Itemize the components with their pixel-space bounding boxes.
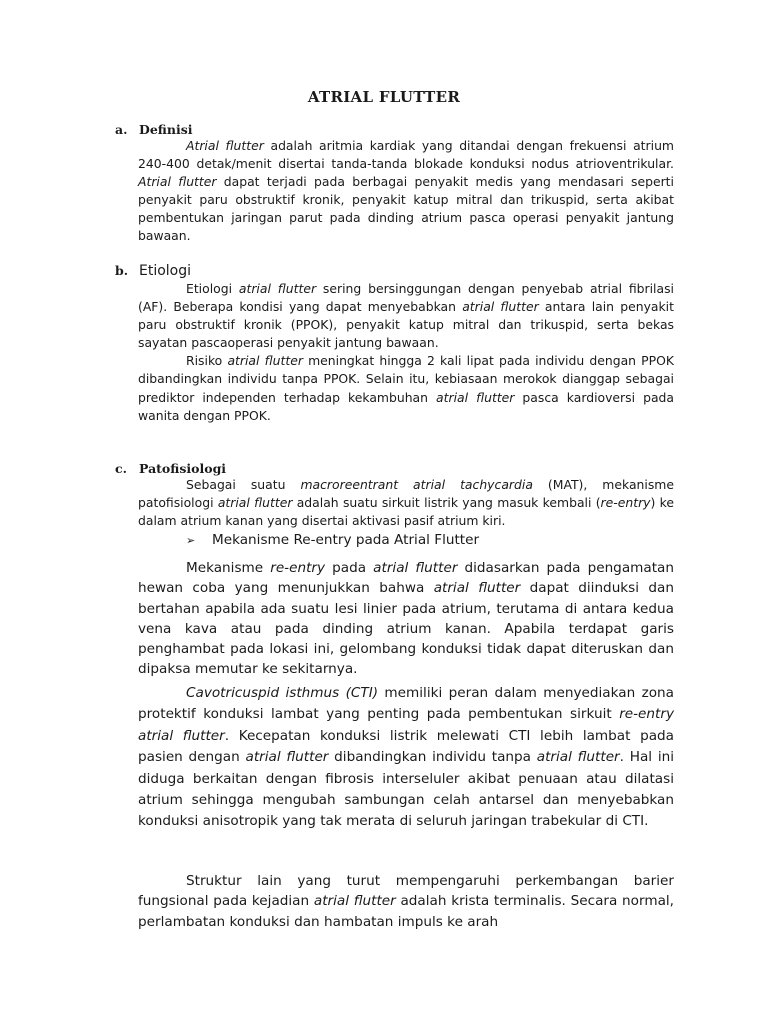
italic-term: macroreentrant atrial tachycardia — [300, 477, 533, 492]
italic-term: atrial flutter — [227, 353, 303, 369]
text-run: . Hal ini diduga berkaitan dengan fibrosis interseluler akibat penuaan atau dilatasi atrium sehingga mengubah sambungan celah antarsel dan menyebabkan konduksi anisotropik yang tak merata di seluruh jaringan trabekular di CTI. — [138, 749, 674, 830]
paragraph — [138, 476, 674, 530]
text-run: Sebagai suatu — [186, 477, 301, 492]
text-run: didasarkan pada pengamatan hewan coba yang menunjukkan bahwa — [138, 560, 674, 597]
italic-term: re-entry — [270, 560, 326, 576]
italic-term: atrial flutter — [373, 560, 458, 576]
arrow-bullet-icon: ➢ — [186, 534, 196, 547]
italic-term: atrial flutter — [217, 495, 293, 511]
paragraph — [138, 871, 674, 932]
paragraph — [138, 352, 674, 424]
paragraph — [138, 683, 674, 833]
italic-term: atrial flutter — [238, 281, 317, 296]
text-run: adalah aritmia kardiak yang ditandai dengan frekuensi atrium 240-400 detak/menit disertai tanda-tanda blokade konduksi nodus atrioventrikular. — [138, 138, 675, 172]
text-run: sering bersinggungan dengan penyebab atrial fibrilasi (AF). Beberapa kondisi yang dapat menyebabkan — [138, 281, 674, 315]
mekanisme-body — [138, 558, 674, 680]
document-title: ATRIAL FLUTTER — [307, 88, 461, 106]
text-run: Etiologi — [186, 281, 239, 296]
text-run: meningkat hingga 2 kali lipat pada individu dengan PPOK dibandingkan individu tanpa PPOK. Selain itu, kebiasaan merokok dianggap sebagai prediktor independen terhadap kekambuhan — [138, 353, 674, 405]
section-label: b. — [115, 263, 129, 278]
italic-term: Atrial flutter — [186, 138, 264, 153]
paragraph — [138, 558, 674, 680]
italic-term: re-entry — [600, 495, 651, 511]
section-label: c. — [115, 461, 127, 476]
italic-term: atrial flutter — [536, 749, 620, 766]
text-run: adalah krista terminalis. Secara normal, perlambatan konduksi dan hambatan impuls ke arah — [138, 893, 674, 930]
section-title: Definisi — [139, 122, 193, 137]
paragraph — [138, 137, 674, 246]
text-run: Risiko — [186, 353, 228, 369]
text-run: memiliki peran dalam menyediakan zona protektif konduksi lambat yang penting pada pembentukan sirkuit — [138, 685, 674, 723]
definisi-body — [138, 137, 674, 246]
cti-body — [138, 683, 674, 833]
krista-body — [138, 871, 674, 932]
italic-term: atrial flutter — [313, 893, 396, 910]
section-title: Etiologi — [139, 263, 192, 279]
italic-term: atrial flutter — [245, 749, 329, 766]
text-run: dapat diinduksi dan bertahan apabila ada suatu lesi linier pada atrium, terutama di antara kedua vena kava atau pada dinding atrium kanan. Apabila terdapat garis penghambat pada lokasi ini, gelombang konduksi tidak dapat diteruskan dan dipaksa memutar ke sekitarnya. — [138, 580, 675, 678]
section-heading-etiologi — [115, 263, 191, 279]
text-run: pada — [325, 560, 374, 576]
section-label: a. — [115, 122, 128, 137]
text-run: . Kecepatan konduksi listrik melewati CTI lebih lambat pada pasien dengan — [138, 727, 674, 766]
italic-term: atrial flutter — [462, 299, 539, 315]
text-run: pasca kardioversi pada wanita dengan PPOK. — [138, 389, 674, 423]
section-title: Patofisiologi — [139, 461, 227, 476]
italic-term: re-entry atrial flutter — [138, 706, 674, 744]
text-run: Struktur lain yang turut mempengaruhi perkembangan barier fungsional pada kejadian — [138, 873, 674, 910]
patofisiologi-intro — [138, 476, 674, 530]
text-run: dibandingkan individu tanpa — [328, 749, 537, 766]
italic-term: atrial flutter — [433, 580, 521, 597]
bullet-item — [186, 532, 479, 548]
text-run: dapat terjadi pada berbagai penyakit medis yang mendasari seperti penyakit paru obstruktif kronik, penyakit katup mitral dan trikuspid, serta akibat pembentukan jaringan parut pada dinding atrium pasca operasi penyakit jantung bawaan. — [138, 174, 674, 244]
italic-term: Cavotricuspid isthmus (CTI) — [186, 685, 379, 701]
text-run: ) ke dalam atrium kanan yang disertai aktivasi pasif atrium kiri. — [138, 495, 674, 529]
text-run: antara lain penyakit paru obstruktif kronik (PPOK), penyakit katup mitral dan trikuspid, serta bekas sayatan pascaoperasi penyakit jantung bawaan. — [138, 299, 674, 351]
text-run: adalah suatu sirkuit listrik yang masuk kembali ( — [292, 495, 601, 511]
text-run: Mekanisme — [186, 560, 271, 576]
paragraph — [138, 280, 674, 352]
etiologi-body — [138, 280, 674, 425]
italic-term: atrial flutter — [436, 389, 515, 405]
section-heading-definisi — [115, 122, 193, 137]
bullet-text: Mekanisme Re-entry pada Atrial Flutter — [212, 532, 480, 548]
text-run: (MAT), mekanisme patofisiologi — [138, 477, 674, 511]
section-heading-patofisiologi — [115, 461, 226, 476]
italic-term: Atrial flutter — [138, 174, 217, 190]
